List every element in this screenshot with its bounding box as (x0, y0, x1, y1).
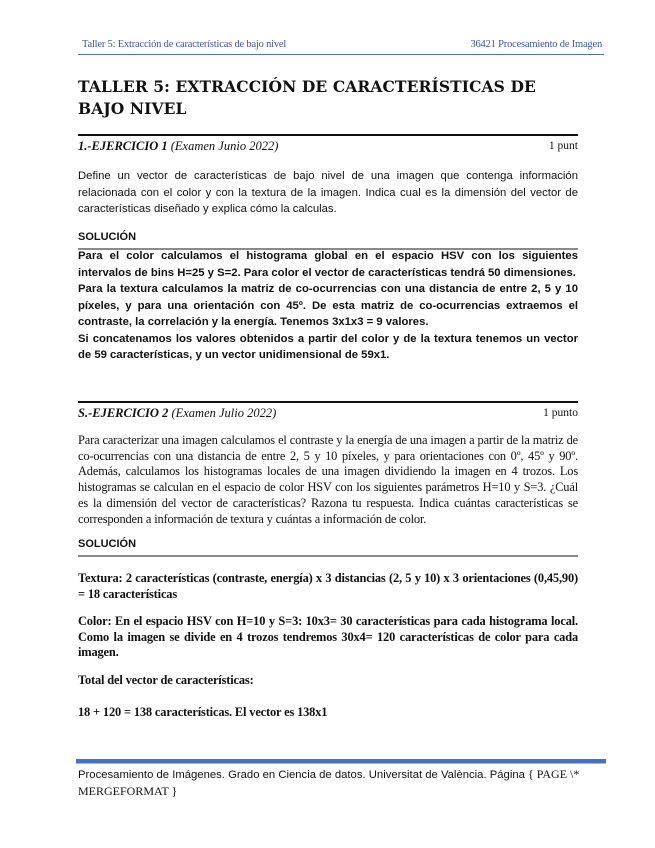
exercise-1-solution-heading: SOLUCIÓN (78, 231, 578, 250)
page-footer (78, 766, 606, 800)
solution-color-paragraph: Para el color calculamos el histograma global en el espacio HSV con los siguientes intervalos de bins H=25 y S=2. Para color el vector de características tendrá 50 dimensiones. (78, 250, 578, 279)
exercise-2-heading (78, 401, 578, 423)
exercise-2-statement: Para caracterizar una imagen calculamos el contraste y la energía de una imagen a partir de la matriz de co-ocurrencias con una distancia de entre 2, 5 y 10 píxeles, y para orientaciones con 0º, 45º y 90º. Además, calculamos los histogramas locales de una imagen dividiendo la imagen en 4 trozos. Los histogramas se calculan en el espacio de color HSV con los siguientes parámetros H=10 y S=3. ¿Cuál es la dimensión del vector de características? Razona tu respuesta. Indica cuántas características se corresponden a información de textura y cuántas a información de color. (78, 433, 578, 526)
exercise-2-points: 1 punto (543, 407, 578, 419)
exercise-1-points: 1 punt (548, 140, 578, 152)
document-title: TALLER 5: EXTRACCIÓN DE CARACTERÍSTICAS DE BAJO NIVEL (78, 77, 536, 118)
page-header (78, 38, 604, 55)
exercise-2-solution-heading: SOLUCIÓN (78, 538, 578, 557)
solution-texture-paragraph: Para la textura calculamos la matriz de co-ocurrencias con una distancia de entre 2, 5 y 10 píxeles, y para una orientación con 45º. De esta matriz de co-ocurrencias extraemos el contraste, la correlación y la energía. Tenemos 3x1x3 = 9 valores. (78, 283, 578, 328)
footer-text: Procesamiento de Imágenes. Grado en Ciencia de datos. Universitat de València. Página (78, 769, 529, 781)
exercise-1-statement: Define un vector de características de bajo nivel de una imagen que contenga información relacionada con el color y con la textura de la imagen. Indica cual es la dimensión del vector de características diseñado y explica cómo la calculas. (78, 170, 578, 215)
exercise-1-solution (78, 248, 578, 364)
exercise-2-color-solution: Color: En el espacio HSV con H=10 y S=3: 10x3= 30 características para cada histograma local. Como la imagen se divide en 4 trozos tendremos 30x4= 120 características de color para cada imagen. (78, 614, 578, 660)
footer-page-field: { PAGE \* MERGEFORMAT } (78, 767, 580, 798)
solution-concat-paragraph: Si concatenamos los valores obtenidos a partir del color y de la textura tenemos un vector de 59 características, y un vector unidimensional de 59x1. (78, 332, 578, 361)
exercise-2-total: 18 + 120 = 138 características. El vector es 138x1 (78, 705, 328, 719)
exercise-2-texture-solution: Textura: 2 características (contraste, energía) x 3 distancias (2, 5 y 10) x 3 orientaciones (0,45,90) = 18 características (78, 571, 578, 601)
exercise-2-total-heading: Total del vector de características: (78, 673, 254, 687)
exercise-1-heading (78, 134, 578, 156)
header-right-text: 36421 Procesamiento de Imagen (470, 39, 602, 50)
header-left-text: Taller 5: Extracción de características de bajo nivel (82, 39, 287, 50)
exercise-2-label: S.-EJERCICIO 2 (Examen Julio 2022) (78, 406, 277, 420)
footer-rule-shadow (76, 763, 606, 764)
exercise-1-label: 1.-EJERCICIO 1 (Examen Junio 2022) (78, 139, 279, 153)
